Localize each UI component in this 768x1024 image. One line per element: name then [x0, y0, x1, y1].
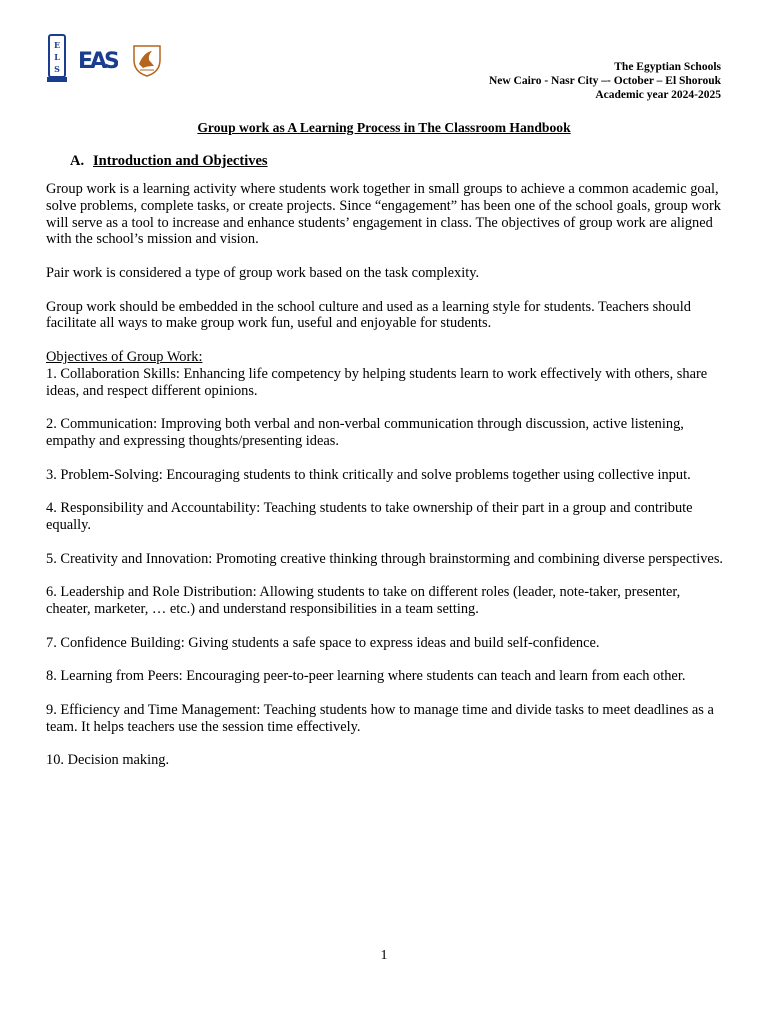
- svg-text:S: S: [54, 64, 60, 74]
- els-logo: [46, 33, 68, 83]
- objective-item: 2. Communication: Improving both verbal and non-verbal communication through discussion, active listening, empathy and expressing thoughts/presenting ideas.: [46, 416, 684, 449]
- objective-item: 4. Responsibility and Accountability: Teaching students to take ownership of their part in a group and contribute equally.: [46, 500, 693, 533]
- objective-item: 7. Confidence Building: Giving students a safe space to express ideas and build self-confidence.: [46, 634, 600, 651]
- svg-text:E: E: [53, 40, 61, 50]
- school-name: The Egyptian Schools: [614, 61, 721, 73]
- section-letter: A.: [70, 153, 85, 169]
- section-heading: [70, 153, 268, 170]
- culture-paragraph: Group work should be embedded in the school culture and used as a learning style for students. Teachers should facilitate all ways to make group work fun, useful and enjoyable for students.: [46, 298, 691, 332]
- pair-work-paragraph: Pair work is considered a type of group work based on the task complexity.: [46, 264, 480, 281]
- page-number: 1: [380, 948, 388, 963]
- objective-item: 5. Creativity and Innovation: Promoting creative thinking through brainstorming and combining diverse perspectives.: [46, 550, 724, 567]
- objective-item: 1. Collaboration Skills: Enhancing life competency by helping students learn to work effectively with others, share ideas, and respect different opinions.: [46, 365, 708, 399]
- school-locations: New Cairo - Nasr City –- October – El Shorouk: [488, 75, 721, 87]
- school-header: [489, 60, 721, 102]
- objective-item: 6. Leadership and Role Distribution: Allowing students to take on different roles (leader, note-taker, presenter, cheater, marketer, … etc.) and understand responsibilities in a team setting.: [46, 584, 681, 617]
- objective-item: 8. Learning from Peers: Encouraging peer-to-peer learning where students can teach and learn from each other.: [46, 668, 686, 685]
- objectives-heading: Objectives of Group Work:: [46, 348, 203, 365]
- intro-paragraph: Group work is a learning activity where students work together in small groups to achieve a common academic goal, solve problems, complete tasks, or create projects. Since “engagement” has been one of the school goals, group work will serve as a tool to increase and enhance students’ engagement in class. The objectives of group work are aligned with the school’s mission and vision.: [46, 181, 721, 248]
- objective-item: 10. Decision making.: [46, 752, 170, 769]
- eas-logo: [78, 44, 118, 74]
- school-crest-logo: [130, 42, 164, 78]
- section-title: Introduction and Objectives: [93, 153, 268, 169]
- academic-year: Academic year 2024-2025: [595, 89, 721, 101]
- document-body: [46, 181, 726, 786]
- document-title: Group work as A Learning Process in The Classroom Handbook: [197, 120, 571, 135]
- objective-item: 3. Problem-Solving: Encouraging students to think critically and solve problems together using collective input.: [46, 466, 691, 483]
- svg-text:L: L: [54, 52, 60, 62]
- svg-text:EAS: EAS: [78, 49, 117, 74]
- objective-item: 9. Efficiency and Time Management: Teaching students how to manage time and divide tasks to meet deadlines as a team. It helps teachers use the session time effectively.: [46, 701, 714, 735]
